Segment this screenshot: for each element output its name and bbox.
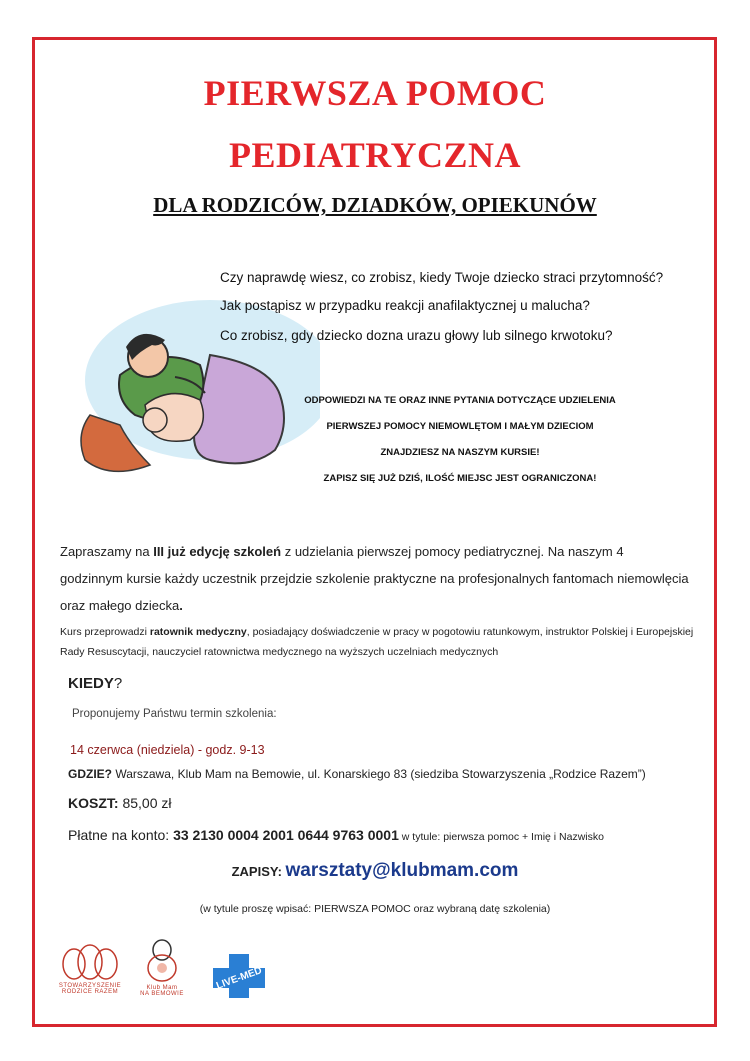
- proposal-text: Proponujemy Państwu termin szkolenia:: [72, 708, 277, 720]
- cost-line: KOSZT: 85,00 zł: [68, 795, 172, 811]
- answer-caps-2: PIERWSZEJ POMOCY NIEMOWLĘTOM I MAŁYM DZIECIOM: [326, 421, 594, 432]
- answer-caps-1: ODPOWIEDZI NA TE ORAZ INNE PYTANIA DOTYCZĄCE UDZIELENIA: [304, 395, 616, 406]
- title-line-2: PEDIATRYCZNA: [228, 135, 522, 175]
- rodzice-razem-logo-text: STOWARZYSZENIE RODZICE RAZEM: [58, 983, 122, 995]
- instructor-paragraph: Kurs przeprowadzi ratownik medyczny, posiadający doświadczenie w pracy w pogotowiu ratunkowym, instruktor Polskiej i Europejskiej Rady Resuscytacji, nauczyciel ratownictwa medycznego na wyższych uczelniach medycznych: [60, 626, 694, 658]
- parent-child-illustration: [60, 285, 320, 490]
- question-2: Jak postąpisz w przypadku reakcji anafilaktycznej u malucha?: [220, 298, 590, 313]
- when-heading: KIEDY?: [68, 675, 123, 692]
- question-3: Co zrobisz, gdy dziecko dozna urazu głowy lub silnego krwotoku?: [220, 328, 613, 343]
- signup-email-link[interactable]: warsztaty@klubmam.com: [285, 860, 519, 881]
- rodzice-razem-logo: [60, 940, 120, 980]
- subtitle: DLA RODZICÓW, DZIADKÓW, OPIEKUNÓW: [153, 193, 597, 217]
- livemed-logo: [205, 950, 273, 998]
- question-1: Czy naprawdę wiesz, co zrobisz, kiedy Twoje dziecko straci przytomność?: [220, 270, 664, 285]
- klub-mam-logo: [145, 938, 179, 982]
- answer-caps-4: ZAPISZ SIĘ JUŻ DZIŚ, ILOŚĆ MIEJSC JEST OGRANICZONA!: [323, 473, 597, 484]
- title-line-1: PIERWSZA POMOC: [203, 73, 547, 113]
- answer-caps-3: ZNAJDZIESZ NA NASZYM KURSIE!: [380, 447, 540, 458]
- where-line: GDZIE? Warszawa, Klub Mam na Bemowie, ul. Konarskiego 83 (siedziba Stowarzyszenia „Rodzice Razem”): [68, 767, 646, 781]
- klub-mam-logo-text: Klub Mam NA BEMOWIE: [140, 985, 184, 997]
- payment-line: Płatne na konto: 33 2130 0004 2001 0644 9763 0001 w tytule: pierwsza pomoc + Imię i Nazwisko: [68, 827, 604, 843]
- svg-text:LIVE-MED: LIVE-MED: [214, 965, 264, 992]
- signup-line: ZAPISY: warsztaty@klubmam.com: [231, 860, 519, 881]
- intro-paragraph: Zapraszamy na III już edycję szkoleń z udzielania pierwszej pomocy pediatrycznej. Na naszym 4 godzinnym kursie każdy uczestnik przejdzie szkolenie praktyczne na profesjonalnych fantomach niemowlęcia oraz małego dziecka.: [60, 544, 689, 613]
- course-date: 14 czerwca (niedziela) - godz. 9-13: [70, 743, 265, 757]
- signup-note: (w tytule proszę wpisać: PIERWSZA POMOC oraz wybraną datę szkolenia): [199, 903, 551, 915]
